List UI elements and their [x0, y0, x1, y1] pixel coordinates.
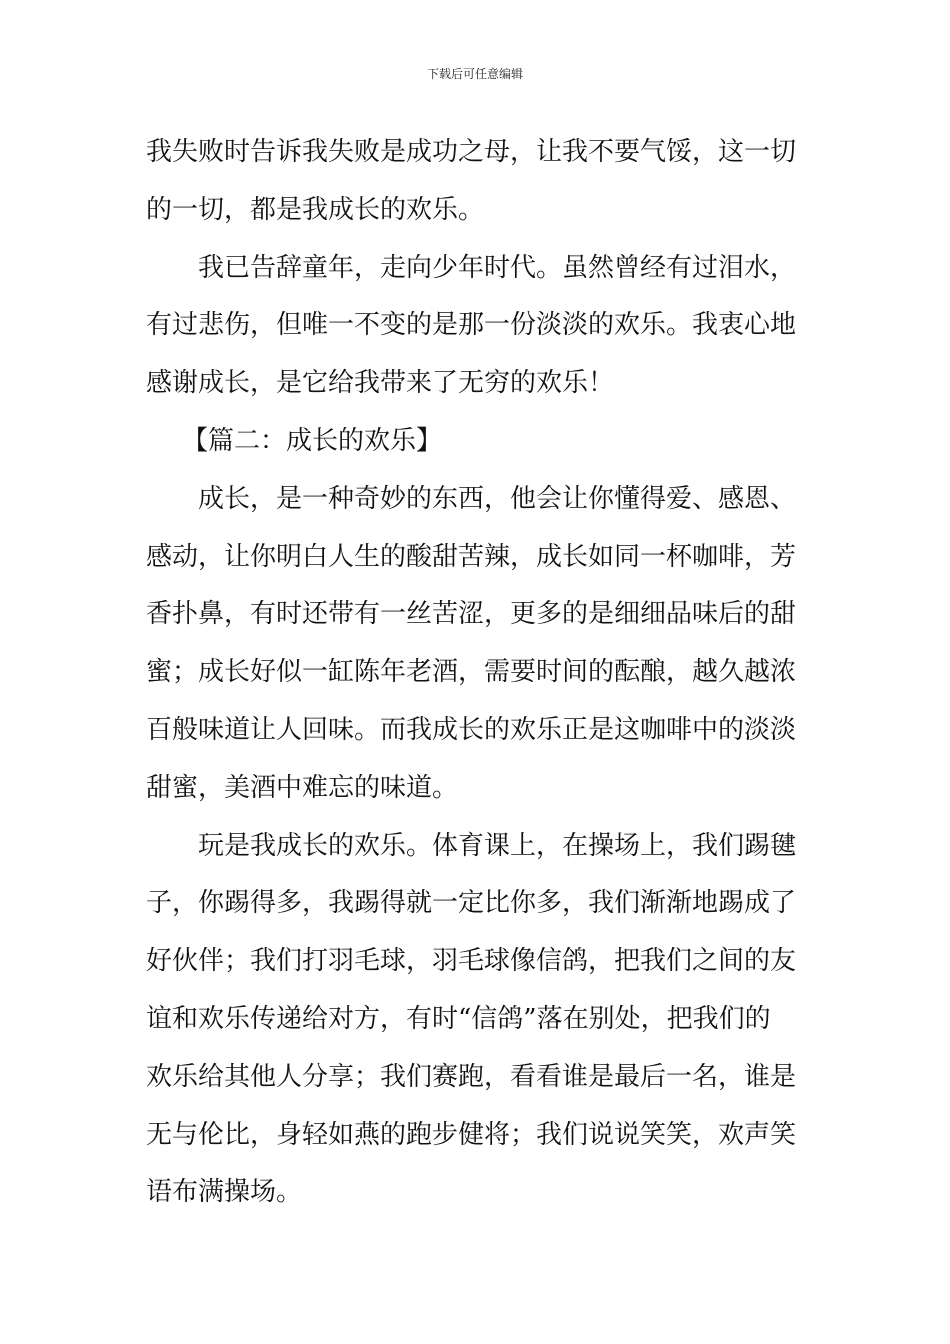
- text-line: 百般味道让人回味。而我成长的欢乐正是这咖啡中的淡淡: [146, 714, 797, 745]
- text-line: 我已告辞童年，走向少年时代。虽然曾经有过泪水，: [198, 252, 797, 283]
- text-line: 香扑鼻，有时还带有一丝苦涩，更多的是细细品味后的甜: [146, 599, 797, 630]
- section-heading: 【篇二：成长的欢乐】: [182, 425, 443, 456]
- text-line: 的一切，都是我成长的欢乐。: [146, 194, 485, 225]
- text-line: 有过悲伤，但唯一不变的是那一份淡淡的欢乐。我衷心地: [146, 310, 797, 341]
- page-header: 下载后可任意编辑: [426, 67, 523, 81]
- text-line: 欢乐给其他人分享；我们赛跑，看看谁是最后一名，谁是: [146, 1061, 797, 1092]
- text-line: 感动，让你明白人生的酸甜苦辣，成长如同一杯咖啡，芳: [146, 541, 797, 572]
- text-line: 蜜；成长好似一缸陈年老酒，需要时间的酝酿，越久越浓: [146, 657, 797, 688]
- text-line: 感谢成长，是它给我带来了无穷的欢乐！: [146, 368, 615, 399]
- text-line: 语布满操场。: [146, 1177, 303, 1208]
- text-line: 成长，是一种奇妙的东西，他会让你懂得爱、感恩、: [198, 483, 797, 514]
- text-line: 我失败时告诉我失败是成功之母，让我不要气馁，这一切: [146, 137, 797, 167]
- text-line: 甜蜜，美酒中难忘的味道。: [146, 772, 459, 803]
- text-line: 谊和欢乐传递给对方，有时“信鸽”落在别处，把我们的: [146, 1003, 771, 1034]
- text-line: 子，你踢得多，我踢得就一定比你多，我们渐渐地踢成了: [146, 888, 797, 919]
- text-line: 玩是我成长的欢乐。体育课上，在操场上，我们踢毽: [198, 830, 797, 861]
- text-line: 好伙伴；我们打羽毛球，羽毛球像信鸽，把我们之间的友: [146, 946, 797, 977]
- document-body: [146, 124, 810, 1222]
- text-line: 无与伦比，身轻如燕的跑步健将；我们说说笑笑，欢声笑: [146, 1119, 797, 1150]
